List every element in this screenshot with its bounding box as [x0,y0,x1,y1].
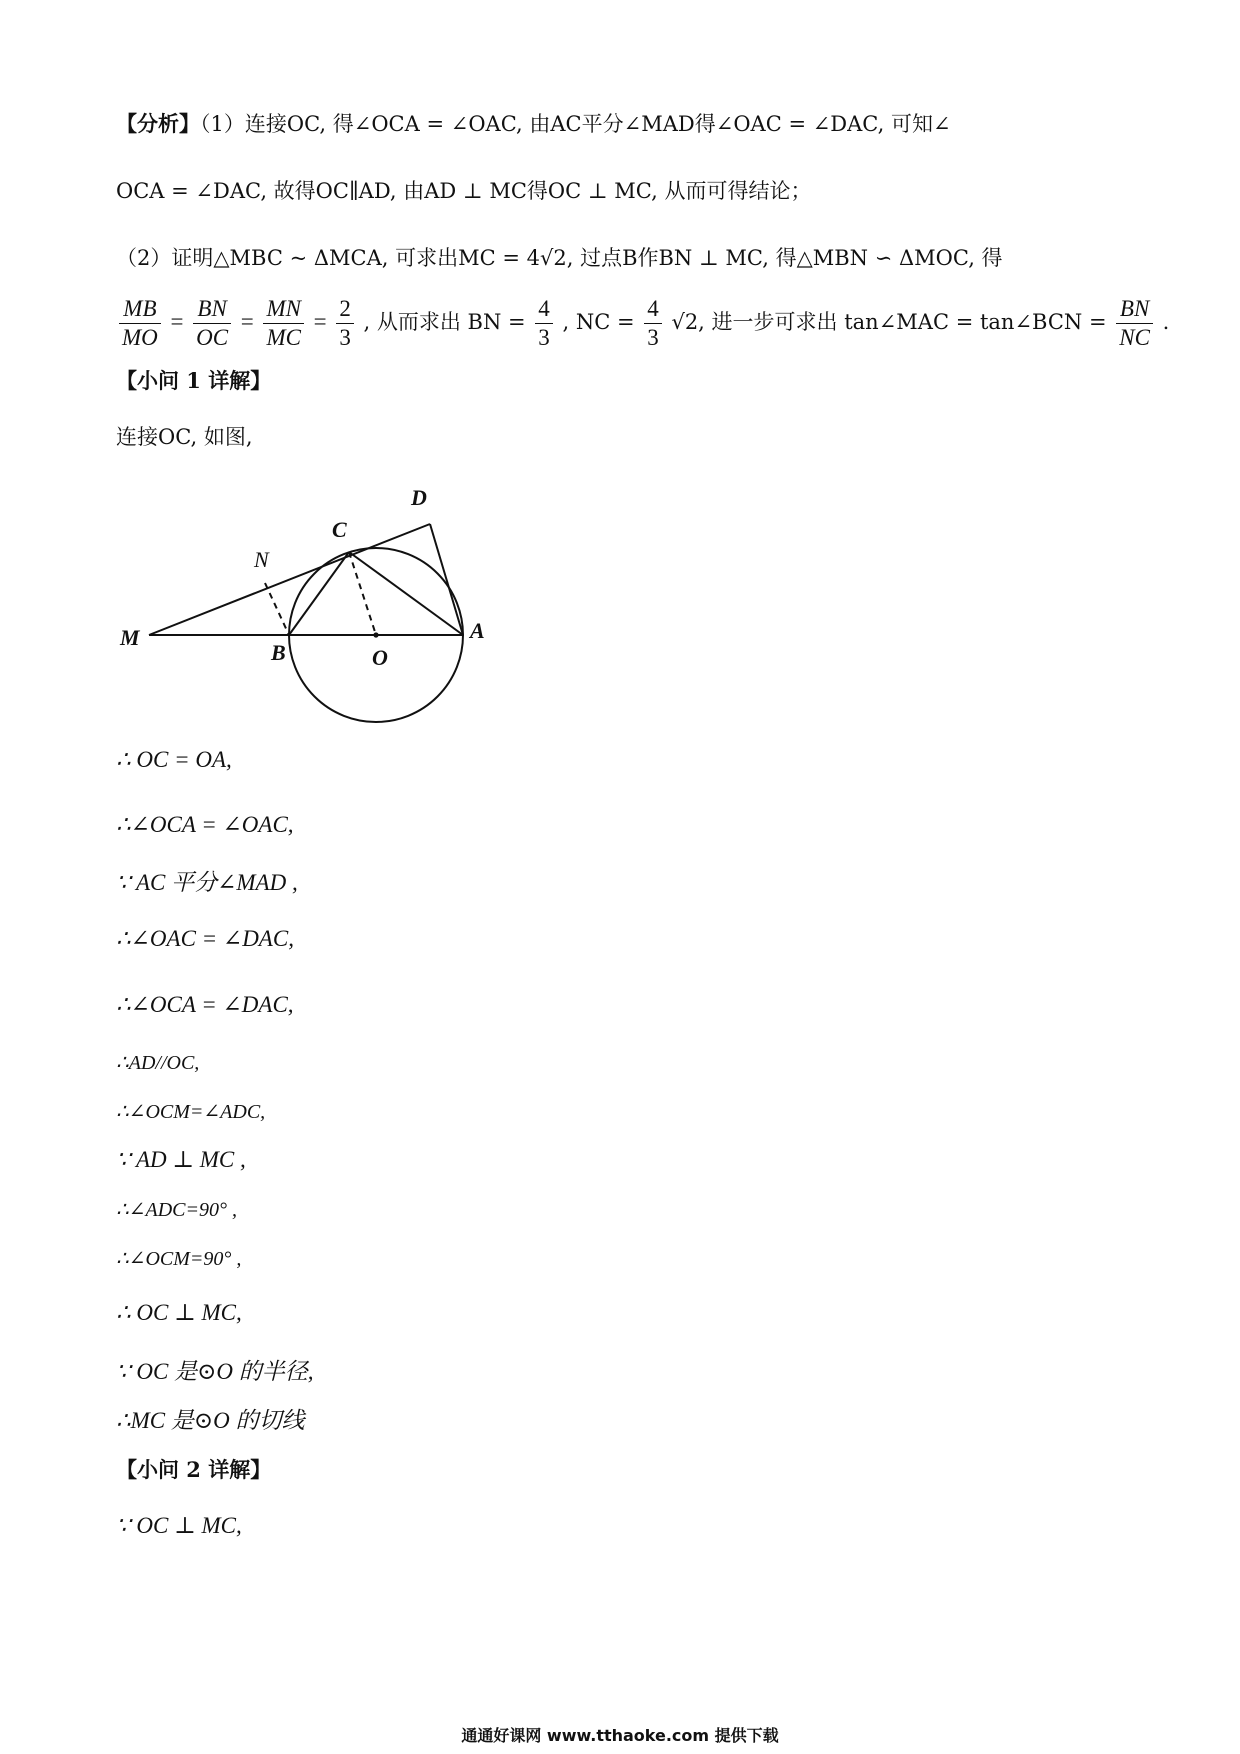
geometry-figure [110,470,510,730]
fraction-2-3: $\frac{2}{3}$ [336,295,354,352]
fraction-4-3-b: $\frac{4}{3}$ [644,295,662,352]
proof1-line-9: ∴∠ADC=90° , [116,1199,237,1221]
label-a: A [470,618,485,643]
label-m: M [120,625,140,650]
proof1-line-2: ∴∠OCA = ∠OAC, [116,812,294,837]
analysis-part2-line2: $\frac{MB}{MO}$ = $\frac{BN}{OC}$ = $\frac{MN}{MC}$ = $\frac{2}{3}$ , 从而求出 BN = $\frac{4}{3}$ , NC = $\frac{4}{3}$ √2, 进一步可求出 tan∠MAC = tan∠BCN = $\frac{BN}{NC}$ . [116,292,1169,352]
fraction-mn-mc: $\frac{MN}{MC}$ [263,295,304,352]
analysis-label: 【分析】 [116,111,200,136]
proof1-line-5: ∴∠OCA = ∠DAC, [116,992,294,1017]
label-b: B [271,640,286,665]
proof1-line-8: ∵ AD ⊥ MC , [116,1147,246,1172]
fraction-bn-oc: $\frac{BN}{OC}$ [193,295,231,352]
proof2-line-1: ∵ OC ⊥ MC, [116,1513,242,1538]
proof1-line-12: ∵ OC 是⊙O 的半径, [116,1359,314,1384]
fraction-4-3-a: $\frac{4}{3}$ [535,295,553,352]
proof1-line-1: ∴ OC = OA, [116,747,232,772]
proof1-line-10: ∴∠OCM=90° , [116,1248,242,1270]
page-footer: 通通好课网 www.tthaoke.com 提供下载 [461,1726,779,1745]
analysis-part1-line1: （1）连接OC, 得∠OCA = ∠OAC, 由AC平分∠MAD得∠OAC = ∠DAC, 可知∠ [200,112,951,136]
line-ca [349,552,463,635]
text-tan-result: √2, 进一步可求出 tan∠MAC = tan∠BCN = [671,310,1107,334]
line-cb [289,552,349,635]
line-nb-dashed [265,583,289,635]
proof1-line-4: ∴∠OAC = ∠DAC, [116,926,294,951]
analysis-part2-line1: （2）证明△MBC ~ ΔMCA, 可求出MC = 4√2, 过点B作BN ⊥ MC, 得△MBN ∽ ΔMOC, 得 [116,246,1003,270]
label-c: C [332,517,347,542]
q1-heading: 【小问 1 详解】 [116,368,272,393]
analysis-part1-line2: OCA = ∠DAC, 故得OC∥AD, 由AD ⊥ MC得OC ⊥ MC, 从而可得结论； [116,179,812,203]
proof1-line-6: ∴AD//OC, [116,1052,200,1074]
label-d: D [411,485,427,510]
label-o: O [372,645,388,670]
text-nc-result: , NC = [562,310,635,334]
label-n: N [254,547,269,572]
fraction-mb-mo: $\frac{MB}{MO}$ [119,295,161,352]
line-co-dashed [349,552,376,635]
q1-intro: 连接OC, 如图, [116,425,253,449]
proof1-line-13: ∴MC 是⊙O 的切线 [116,1408,305,1433]
fraction-bn-nc: $\frac{BN}{NC}$ [1116,295,1153,352]
text-bn-result: , 从而求出 BN = [363,310,526,334]
proof1-line-11: ∴ OC ⊥ MC, [116,1300,242,1325]
q2-heading: 【小问 2 详解】 [116,1457,272,1482]
analysis-line-1 [116,110,951,138]
point-o [373,632,378,637]
line-da [430,524,463,635]
proof1-line-7: ∴∠OCM=∠ADC, [116,1101,266,1123]
proof1-line-3: ∵ AC 平分∠MAD , [116,870,298,895]
